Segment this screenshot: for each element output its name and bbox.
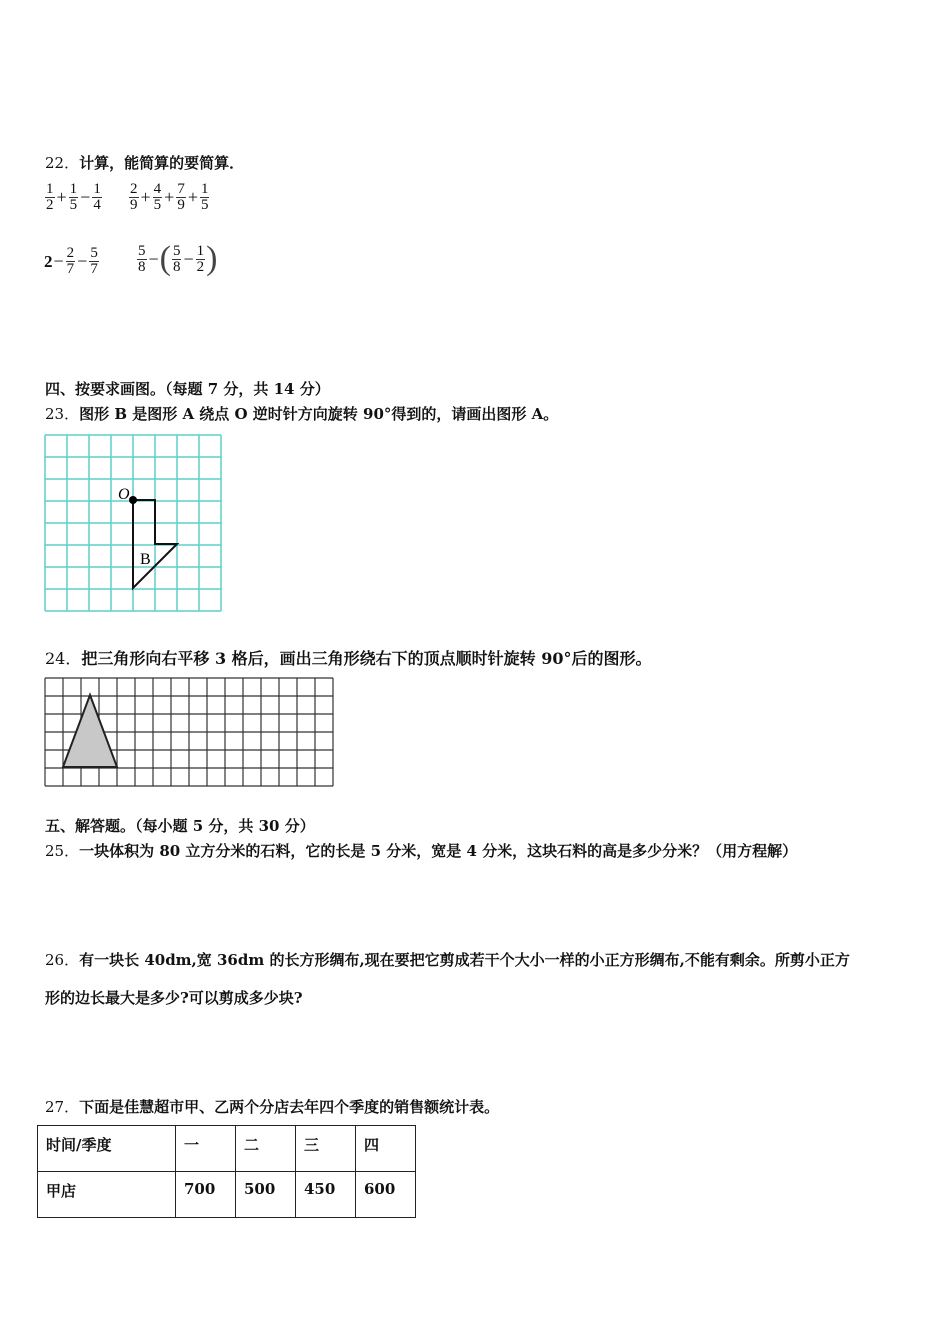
fraction <box>153 182 163 213</box>
operator: + <box>187 187 198 207</box>
header-cell: 时间/季度 <box>38 1126 176 1172</box>
table-row <box>38 1172 416 1218</box>
q27-prompt: 27．下面是佳慧超市甲、乙两个分店去年四个季度的销售额统计表。 <box>45 1098 500 1116</box>
label-b: B <box>140 551 151 568</box>
fraction <box>176 182 186 213</box>
header-cell: 三 <box>296 1126 356 1172</box>
fraction <box>69 182 79 213</box>
fraction <box>66 246 76 277</box>
table-header-row <box>38 1126 416 1172</box>
numerator: 2 <box>66 245 75 261</box>
q26-prompt-cont: 形的边长最大是多少?可以剪成多少块? <box>45 989 303 1007</box>
expression-4 <box>136 240 217 278</box>
expression-3: 2 − $\frac{2}{7}$ − $\frac{5}{7}$ <box>44 245 98 277</box>
fraction <box>89 246 99 277</box>
fraction <box>196 244 206 275</box>
operator: − <box>80 187 91 207</box>
table-cell: 700 <box>176 1172 236 1218</box>
operator: − <box>77 251 88 271</box>
operator: − <box>148 248 159 269</box>
section-5-heading: 五、解答题。（每小题 5 分，共 30 分） <box>45 817 315 835</box>
fraction <box>129 182 139 213</box>
denominator: 5 <box>69 197 78 213</box>
q23-prompt: 23．图形 B 是图形 A 绕点 O 逆时针方向旋转 90°得到的，请画出图形 A。 <box>45 405 559 423</box>
fraction <box>92 182 102 213</box>
q22-prompt: 22．计算，能简算的要简算． <box>45 154 245 172</box>
header-cell: 四 <box>356 1126 416 1172</box>
denominator: 8 <box>172 258 181 275</box>
q26-prompt: 26．有一块长 40dm,宽 36dm 的长方形绸布,现在要把它剪成若干个大小一样的小正方形绸布,不能有剩余。所剪小正方 <box>45 951 850 969</box>
numerator: 5 <box>172 242 181 259</box>
operator: ( <box>159 240 171 277</box>
denominator: 8 <box>138 258 146 275</box>
denominator: 7 <box>90 261 98 277</box>
denominator: 9 <box>177 197 185 213</box>
numerator: 1 <box>196 242 205 259</box>
fraction <box>200 182 210 213</box>
numerator: 7 <box>177 181 185 197</box>
operator: + <box>164 187 175 207</box>
triangle <box>63 695 117 767</box>
denominator: 2 <box>196 258 205 275</box>
numerator: 1 <box>93 181 101 197</box>
operator: + <box>56 187 67 207</box>
table-cell: 600 <box>356 1172 416 1218</box>
denominator: 2 <box>46 197 54 213</box>
expression-1 <box>44 182 103 213</box>
q25-prompt: 25．一块体积为 80 立方分米的石料，它的长是 5 分米，宽是 4 分米，这块石料的高是多少分米？（用方程解） <box>45 842 798 860</box>
numerator: 5 <box>138 242 146 259</box>
denominator: 4 <box>93 197 101 213</box>
denominator: 5 <box>200 197 209 213</box>
table-cell: 甲店 <box>38 1172 176 1218</box>
section-4-heading: 四、按要求画图。（每题 7 分，共 14 分） <box>45 380 330 398</box>
table-cell: 500 <box>236 1172 296 1218</box>
translation-grid <box>44 677 336 787</box>
fraction <box>45 182 55 213</box>
numerator: 1 <box>200 181 209 197</box>
point-o <box>129 496 137 504</box>
denominator: 5 <box>153 197 162 213</box>
numerator: 2 <box>130 181 138 197</box>
rotation-grid <box>44 434 224 614</box>
operator: − <box>53 251 64 271</box>
numerator: 5 <box>90 245 98 261</box>
table-cell: 450 <box>296 1172 356 1218</box>
q24-prompt: 24．把三角形向右平移 3 格后，画出三角形绕右下的顶点顺时针旋转 90°后的图形。 <box>45 649 652 668</box>
numerator: 4 <box>153 181 162 197</box>
operator: − <box>183 248 194 269</box>
sales-table <box>37 1125 416 1218</box>
label-o: O <box>118 486 130 503</box>
header-cell: 二 <box>236 1126 296 1172</box>
operator: ) <box>206 240 218 277</box>
denominator: 9 <box>130 197 138 213</box>
fraction <box>172 244 182 275</box>
fraction <box>137 244 147 275</box>
operator: + <box>140 187 151 207</box>
expression-2 <box>128 182 210 213</box>
denominator: 7 <box>66 261 75 277</box>
numerator: 1 <box>69 181 78 197</box>
numerator: 1 <box>46 181 54 197</box>
header-cell: 一 <box>176 1126 236 1172</box>
